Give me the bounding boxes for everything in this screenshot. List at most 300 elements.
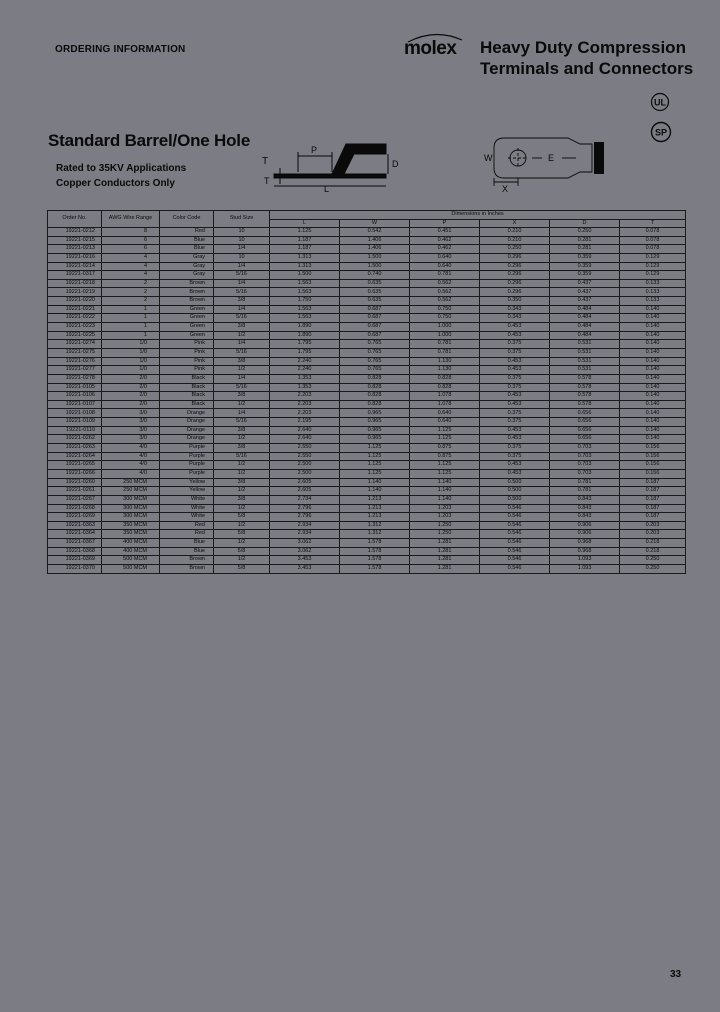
stud-size-cell: 1/2 (214, 435, 270, 444)
dim-t-cell: 0.140 (620, 357, 686, 366)
table-row (48, 469, 686, 478)
dim-x-cell: 0.296 (480, 271, 550, 280)
dim-t-cell: 0.140 (620, 340, 686, 349)
dim-x-cell: 0.350 (480, 297, 550, 306)
dim-l-cell: 2.796 (270, 504, 340, 513)
awg-cell: 400 MCM (102, 539, 160, 548)
col-header-w: W (340, 220, 410, 228)
dim-d-cell: 0.656 (550, 418, 620, 427)
stud-size-cell: 3/8 (214, 392, 270, 401)
dim-d-cell: 0.359 (550, 253, 620, 262)
dim-d-cell: 0.703 (550, 469, 620, 478)
dim-d-cell: 0.968 (550, 547, 620, 556)
order-no-cell: 19221-0260 (48, 478, 102, 487)
stud-size-cell: 3/8 (214, 426, 270, 435)
awg-cell: 3/0 (102, 418, 160, 427)
awg-cell: 500 MCM (102, 564, 160, 573)
dim-w-cell: 1.125 (340, 444, 410, 453)
awg-cell: 8 (102, 228, 160, 237)
dim-l-cell: 1.187 (270, 245, 340, 254)
dim-w-cell: 1.406 (340, 245, 410, 254)
awg-cell: 4 (102, 271, 160, 280)
dim-l-cell: 2.550 (270, 444, 340, 453)
color-code-cell: Pink (160, 366, 214, 375)
dim-w-cell: 0.765 (340, 366, 410, 375)
dim-d-cell: 0.484 (550, 323, 620, 332)
dim-d-cell: 0.906 (550, 521, 620, 530)
order-no-cell: 19221-0106 (48, 392, 102, 401)
dim-p-cell: 0.640 (410, 253, 480, 262)
table-row (48, 271, 686, 280)
color-code-cell: Purple (160, 444, 214, 453)
awg-cell: 4/0 (102, 444, 160, 453)
table-row (48, 487, 686, 496)
stud-size-cell: 1/4 (214, 245, 270, 254)
dim-l-cell: 1.125 (270, 228, 340, 237)
dim-w-cell: 1.312 (340, 521, 410, 530)
table-row (48, 228, 686, 237)
dim-p-cell: 1.140 (410, 487, 480, 496)
dim-t-cell: 0.250 (620, 556, 686, 565)
dim-x-cell: 0.375 (480, 340, 550, 349)
awg-cell: 1 (102, 331, 160, 340)
order-no-cell: 19221-0277 (48, 366, 102, 375)
stud-size-cell: 5/16 (214, 418, 270, 427)
dim-x-cell: 0.546 (480, 504, 550, 513)
stud-size-cell: 1/2 (214, 556, 270, 565)
dim-d-cell: 0.250 (550, 228, 620, 237)
dim-d-cell: 0.531 (550, 348, 620, 357)
dim-t-cell: 0.140 (620, 366, 686, 375)
dim-x-cell: 0.500 (480, 478, 550, 487)
color-code-cell: Blue (160, 236, 214, 245)
dim-l-cell: 3.062 (270, 547, 340, 556)
dim-w-cell: 0.965 (340, 426, 410, 435)
awg-cell: 2 (102, 279, 160, 288)
order-no-cell: 19221-0220 (48, 297, 102, 306)
barrel-end-mark (594, 142, 604, 174)
dim-w-cell: 0.635 (340, 297, 410, 306)
dim-w-cell: 1.578 (340, 556, 410, 565)
dim-p-cell: 0.750 (410, 305, 480, 314)
dim-t-cell: 0.140 (620, 323, 686, 332)
awg-cell: 3/0 (102, 435, 160, 444)
col-header-x: X (480, 220, 550, 228)
dim-x-cell: 0.296 (480, 262, 550, 271)
color-code-cell: White (160, 513, 214, 522)
table-row (48, 444, 686, 453)
order-no-cell: 19221-0369 (48, 556, 102, 565)
dim-t-cell: 0.140 (620, 426, 686, 435)
col-header-d: D (550, 220, 620, 228)
dim-l-cell: 1.563 (270, 314, 340, 323)
color-code-cell: Red (160, 228, 214, 237)
dim-p-cell: 1.281 (410, 539, 480, 548)
awg-cell: 250 MCM (102, 487, 160, 496)
table-row (48, 348, 686, 357)
table-row (48, 556, 686, 565)
dim-d-cell: 0.703 (550, 444, 620, 453)
dim-p-cell: 1.140 (410, 495, 480, 504)
dim-w-cell: 0.765 (340, 340, 410, 349)
awg-cell: 1 (102, 323, 160, 332)
dim-d-cell: 0.531 (550, 366, 620, 375)
table-row (48, 357, 686, 366)
dim-x-cell: 0.500 (480, 487, 550, 496)
awg-cell: 350 MCM (102, 521, 160, 530)
order-no-cell: 19221-0262 (48, 435, 102, 444)
dim-p-cell: 0.640 (410, 262, 480, 271)
order-no-cell: 19221-0214 (48, 262, 102, 271)
ordering-table-container (47, 210, 685, 574)
order-no-cell: 19221-0266 (48, 469, 102, 478)
dim-t-cell: 0.140 (620, 383, 686, 392)
color-code-cell: Orange (160, 435, 214, 444)
dim-t-cell: 0.133 (620, 279, 686, 288)
dim-t-cell: 0.078 (620, 245, 686, 254)
dim-l-cell: 1.890 (270, 331, 340, 340)
order-no-cell: 19221-0269 (48, 513, 102, 522)
color-code-cell: White (160, 495, 214, 504)
stud-size-cell: 3/8 (214, 323, 270, 332)
section-note (56, 161, 186, 191)
dim-l-cell: 2.195 (270, 418, 340, 427)
dim-w-cell: 0.965 (340, 418, 410, 427)
color-code-cell: Pink (160, 340, 214, 349)
stud-size-cell: 5/8 (214, 547, 270, 556)
dim-label-t2: T (264, 176, 270, 186)
dim-l-cell: 1.890 (270, 323, 340, 332)
table-row (48, 504, 686, 513)
table-row (48, 530, 686, 539)
dim-x-cell: 0.453 (480, 461, 550, 470)
dim-x-cell: 0.546 (480, 556, 550, 565)
dim-x-cell: 0.546 (480, 521, 550, 530)
order-no-cell: 19221-0107 (48, 400, 102, 409)
awg-cell: 1/0 (102, 366, 160, 375)
color-code-cell: Black (160, 392, 214, 401)
color-code-cell: Pink (160, 348, 214, 357)
conductor-note: Copper Conductors Only (56, 178, 175, 189)
dim-label-e: E (548, 153, 555, 163)
dim-t-cell: 0.187 (620, 478, 686, 487)
color-code-cell: Brown (160, 564, 214, 573)
dim-x-cell: 0.250 (480, 245, 550, 254)
dim-l-cell: 1.500 (270, 271, 340, 280)
molex-logo: molex (404, 38, 457, 59)
order-no-cell: 19221-0110 (48, 426, 102, 435)
awg-cell: 500 MCM (102, 556, 160, 565)
order-no-cell: 19221-0108 (48, 409, 102, 418)
dim-p-cell: 0.781 (410, 348, 480, 357)
dim-p-cell: 0.451 (410, 228, 480, 237)
dim-p-cell: 1.125 (410, 426, 480, 435)
dim-t-cell: 0.187 (620, 504, 686, 513)
stud-size-cell: 5/8 (214, 530, 270, 539)
dim-t-cell: 0.133 (620, 288, 686, 297)
table-row (48, 418, 686, 427)
dim-x-cell: 0.375 (480, 452, 550, 461)
color-code-cell: Orange (160, 409, 214, 418)
dim-p-cell: 0.462 (410, 245, 480, 254)
dim-d-cell: 1.093 (550, 556, 620, 565)
dim-x-cell: 0.296 (480, 253, 550, 262)
dim-x-cell: 0.453 (480, 426, 550, 435)
awg-cell: 2/0 (102, 383, 160, 392)
stud-size-cell: 5/16 (214, 288, 270, 297)
dim-t-cell: 0.140 (620, 435, 686, 444)
table-row (48, 253, 686, 262)
stud-size-cell: 5/16 (214, 383, 270, 392)
dim-l-cell: 2.734 (270, 495, 340, 504)
stud-size-cell: 3/8 (214, 478, 270, 487)
color-code-cell: Yellow (160, 478, 214, 487)
stud-size-cell: 3/8 (214, 444, 270, 453)
stud-size-cell: 1/2 (214, 461, 270, 470)
stud-size-cell: 1/4 (214, 262, 270, 271)
dim-p-cell: 0.562 (410, 297, 480, 306)
dim-t-cell: 0.078 (620, 236, 686, 245)
dim-p-cell: 1.203 (410, 504, 480, 513)
dim-t-cell: 0.133 (620, 297, 686, 306)
dim-p-cell: 1.281 (410, 547, 480, 556)
table-row (48, 245, 686, 254)
dim-w-cell: 1.312 (340, 530, 410, 539)
dim-d-cell: 0.578 (550, 374, 620, 383)
order-no-cell: 19221-0221 (48, 305, 102, 314)
color-code-cell: Blue (160, 245, 214, 254)
stud-size-cell: 5/8 (214, 564, 270, 573)
dim-d-cell: 0.906 (550, 530, 620, 539)
awg-cell: 4/0 (102, 461, 160, 470)
dim-label-d: D (392, 159, 399, 169)
dim-x-cell: 0.296 (480, 288, 550, 297)
table-row (48, 539, 686, 548)
dim-p-cell: 0.462 (410, 236, 480, 245)
dim-t-cell: 0.218 (620, 539, 686, 548)
dim-x-cell: 0.453 (480, 331, 550, 340)
dim-d-cell: 0.359 (550, 271, 620, 280)
color-code-cell: Gray (160, 271, 214, 280)
stud-size-cell: 1/4 (214, 340, 270, 349)
dim-w-cell: 0.687 (340, 323, 410, 332)
dim-t-cell: 0.129 (620, 271, 686, 280)
dim-l-cell: 3.453 (270, 564, 340, 573)
dim-t-cell: 0.140 (620, 305, 686, 314)
stud-size-cell: 1/4 (214, 409, 270, 418)
dim-label-x: X (502, 184, 509, 194)
awg-cell: 2/0 (102, 400, 160, 409)
color-code-cell: Purple (160, 452, 214, 461)
dim-p-cell: 0.562 (410, 288, 480, 297)
dim-d-cell: 0.656 (550, 435, 620, 444)
dim-p-cell: 0.640 (410, 418, 480, 427)
table-row (48, 400, 686, 409)
awg-cell: 1/0 (102, 348, 160, 357)
dim-l-cell: 1.563 (270, 279, 340, 288)
awg-cell: 6 (102, 236, 160, 245)
ul-listed-icon (650, 90, 670, 112)
section-label: ORDERING INFORMATION (55, 44, 186, 55)
dim-x-cell: 0.453 (480, 435, 550, 444)
stud-size-cell: 5/8 (214, 513, 270, 522)
order-no-cell: 19221-0225 (48, 331, 102, 340)
dim-l-cell: 1.563 (270, 288, 340, 297)
dim-p-cell: 0.562 (410, 279, 480, 288)
dim-d-cell: 0.968 (550, 539, 620, 548)
dim-d-cell: 0.281 (550, 245, 620, 254)
stud-size-cell: 3/8 (214, 357, 270, 366)
dim-l-cell: 1.353 (270, 383, 340, 392)
table-row (48, 426, 686, 435)
dim-x-cell: 0.546 (480, 539, 550, 548)
dim-p-cell: 0.750 (410, 314, 480, 323)
stud-size-cell: 1/2 (214, 366, 270, 375)
awg-cell: 300 MCM (102, 495, 160, 504)
dim-l-cell: 2.500 (270, 469, 340, 478)
dim-l-cell: 2.203 (270, 392, 340, 401)
table-row (48, 564, 686, 573)
dim-x-cell: 0.296 (480, 279, 550, 288)
dim-w-cell: 0.635 (340, 279, 410, 288)
dim-d-cell: 0.531 (550, 357, 620, 366)
order-no-cell: 19221-0363 (48, 521, 102, 530)
dim-d-cell: 0.437 (550, 279, 620, 288)
dim-l-cell: 2.605 (270, 478, 340, 487)
order-no-cell: 19221-0216 (48, 253, 102, 262)
dim-d-cell: 0.484 (550, 331, 620, 340)
dim-p-cell: 0.875 (410, 444, 480, 453)
dim-w-cell: 0.965 (340, 435, 410, 444)
dim-d-cell: 0.578 (550, 383, 620, 392)
stud-size-cell: 1/2 (214, 487, 270, 496)
stud-size-cell: 10 (214, 253, 270, 262)
color-code-cell: Orange (160, 418, 214, 427)
table-row (48, 366, 686, 375)
ul-mark-text: UL (654, 97, 666, 108)
stud-size-cell: 1/2 (214, 504, 270, 513)
terminal-side-view-diagram (258, 134, 408, 194)
dim-w-cell: 1.125 (340, 461, 410, 470)
dim-p-cell: 1.130 (410, 357, 480, 366)
color-code-cell: Black (160, 400, 214, 409)
order-no-cell: 19221-0219 (48, 288, 102, 297)
dim-l-cell: 2.203 (270, 409, 340, 418)
dim-w-cell: 0.740 (340, 271, 410, 280)
dim-p-cell: 1.000 (410, 323, 480, 332)
awg-cell: 3/0 (102, 426, 160, 435)
order-no-cell: 19221-0276 (48, 357, 102, 366)
table-row (48, 513, 686, 522)
color-code-cell: Purple (160, 461, 214, 470)
dim-x-cell: 0.375 (480, 444, 550, 453)
dim-w-cell: 1.578 (340, 547, 410, 556)
table-row (48, 435, 686, 444)
order-no-cell: 19221-0105 (48, 383, 102, 392)
dim-l-cell: 1.563 (270, 305, 340, 314)
awg-cell: 4/0 (102, 452, 160, 461)
dim-x-cell: 0.453 (480, 323, 550, 332)
color-code-cell: Red (160, 530, 214, 539)
dim-p-cell: 1.078 (410, 400, 480, 409)
dim-l-cell: 3.453 (270, 556, 340, 565)
order-no-cell: 19221-0268 (48, 504, 102, 513)
dim-x-cell: 0.500 (480, 495, 550, 504)
dim-l-cell: 2.605 (270, 487, 340, 496)
col-header-awg: AWG Wire Range (102, 211, 160, 228)
dim-w-cell: 0.828 (340, 383, 410, 392)
table-row (48, 495, 686, 504)
awg-cell: 4/0 (102, 469, 160, 478)
dim-p-cell: 0.828 (410, 374, 480, 383)
color-code-cell: Brown (160, 556, 214, 565)
dim-d-cell: 0.843 (550, 513, 620, 522)
dim-d-cell: 0.703 (550, 461, 620, 470)
dim-l-cell: 1.795 (270, 340, 340, 349)
order-no-cell: 19221-0222 (48, 314, 102, 323)
dim-l-cell: 1.750 (270, 297, 340, 306)
awg-cell: 2 (102, 288, 160, 297)
dim-l-cell: 1.313 (270, 253, 340, 262)
dim-p-cell: 1.250 (410, 521, 480, 530)
order-no-cell: 19221-0212 (48, 228, 102, 237)
table-row (48, 305, 686, 314)
dim-w-cell: 1.213 (340, 504, 410, 513)
dim-d-cell: 0.484 (550, 314, 620, 323)
dim-w-cell: 0.687 (340, 314, 410, 323)
color-code-cell: Brown (160, 279, 214, 288)
color-code-cell: Red (160, 521, 214, 530)
table-row (48, 478, 686, 487)
dim-l-cell: 2.640 (270, 435, 340, 444)
order-no-cell: 19221-0263 (48, 444, 102, 453)
dim-w-cell: 1.125 (340, 452, 410, 461)
dim-t-cell: 0.156 (620, 452, 686, 461)
dim-t-cell: 0.250 (620, 564, 686, 573)
dim-d-cell: 0.703 (550, 452, 620, 461)
dim-t-cell: 0.140 (620, 392, 686, 401)
order-no-cell: 19221-0364 (48, 530, 102, 539)
color-code-cell: Purple (160, 469, 214, 478)
color-code-cell: Green (160, 314, 214, 323)
order-no-cell: 19221-0223 (48, 323, 102, 332)
awg-cell: 1 (102, 305, 160, 314)
order-no-cell: 19221-0278 (48, 374, 102, 383)
csa-certified-icon (650, 121, 672, 143)
order-no-cell: 19221-0261 (48, 487, 102, 496)
col-header-stud-size: Stud Size (214, 211, 270, 228)
rating-note: Rated to 35KV Applications (56, 163, 187, 174)
table-row (48, 297, 686, 306)
section-title: Standard Barrel/One Hole (48, 131, 251, 150)
table-row (48, 340, 686, 349)
dim-d-cell: 1.093 (550, 564, 620, 573)
awg-cell: 6 (102, 245, 160, 254)
stud-size-cell: 10 (214, 236, 270, 245)
dim-d-cell: 0.281 (550, 236, 620, 245)
dim-l-cell: 3.062 (270, 539, 340, 548)
awg-cell: 4 (102, 253, 160, 262)
dim-d-cell: 0.437 (550, 297, 620, 306)
dim-t-cell: 0.218 (620, 547, 686, 556)
dim-l-cell: 1.795 (270, 348, 340, 357)
color-code-cell: Brown (160, 297, 214, 306)
dim-p-cell: 0.781 (410, 340, 480, 349)
awg-cell: 2 (102, 297, 160, 306)
dim-label-w: W (484, 153, 493, 163)
awg-cell: 350 MCM (102, 530, 160, 539)
dim-t-cell: 0.187 (620, 495, 686, 504)
